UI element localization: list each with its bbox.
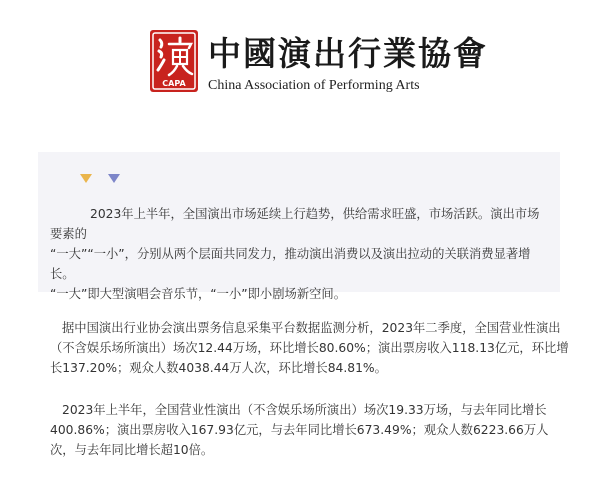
summary-line: “一大”即大型演唱会音乐节，“一小”即小剧场新空间。 [50, 287, 347, 301]
body-paragraph-q2: 据中国演出行业协会演出票务信息采集平台数据监测分析，2023年二季度，全国营业性演出（不含娱乐场所演出）场次12.44万场，环比增长80.60%；演出票房收入118.13亿元，环比增长137.20%；观众人数4038.44万人次，环比增长84.81%。 [50, 321, 569, 375]
summary-text [50, 204, 550, 304]
summary-line: 2023年上半年，全国演出市场延续上行趋势，供给需求旺盛，市场活跃。演出市场要素的 [50, 207, 540, 241]
triangle-yellow-icon [80, 174, 92, 183]
triangle-blue-icon [108, 174, 120, 183]
capa-seal-logo [150, 30, 198, 92]
org-name-chinese: 中國演出行業協會 [208, 34, 488, 73]
body-paragraph-h1: 2023年上半年，全国营业性演出（不含娱乐场所演出）场次19.33万场，与去年同比增长400.86%；演出票房收入167.93亿元，与去年同比增长673.49%；观众人数6223.66万人次，与去年同比增长超10倍。 [50, 403, 549, 457]
summary-line: “一大”“一小”，分别从两个层面共同发力，推动演出消费以及演出拉动的关联消费显著增长。 [50, 247, 531, 281]
seal-graphic [150, 30, 198, 92]
org-name-english: China Association of Performing Arts [208, 78, 420, 93]
association-logo [150, 30, 488, 100]
seal-caption: CAPA [162, 79, 186, 88]
summary-box [38, 152, 560, 301]
